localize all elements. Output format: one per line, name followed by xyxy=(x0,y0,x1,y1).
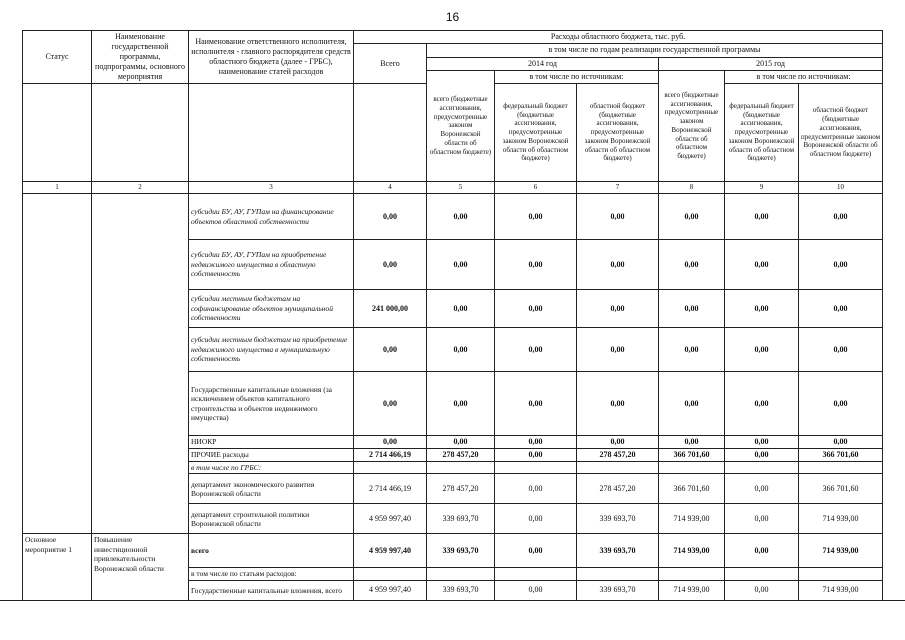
value-cell: 0,00 xyxy=(495,436,577,449)
value-cell: 0,00 xyxy=(354,328,427,372)
row-label: Государственные капитальные вложения (за исключением объектов капитального строительства и объектов недвижимого имущества) xyxy=(189,372,354,436)
value-cell: 0,00 xyxy=(354,240,427,290)
row-label: субсидии местным бюджетам на приобретение недвижимого имущества в муниципальную собственность xyxy=(189,328,354,372)
row-label: ПРОЧИЕ расходы xyxy=(189,449,354,462)
value-cell: 0,00 xyxy=(799,290,883,328)
value-cell: 0,00 xyxy=(799,194,883,240)
value-cell: 0,00 xyxy=(354,194,427,240)
main-event-name: Повышение инвестиционной привлекательности Воронежской области xyxy=(92,534,189,600)
value-cell: 0,00 xyxy=(427,372,495,436)
value-cell xyxy=(495,462,577,474)
row-label: субсидии БУ, АУ, ГУПам на финансирование объектов областной собственности xyxy=(189,194,354,240)
value-cell: 0,00 xyxy=(725,372,799,436)
value-cell: 0,00 xyxy=(725,580,799,600)
value-cell: 366 701,60 xyxy=(659,474,725,504)
page-number: 16 xyxy=(445,10,460,24)
header-expenses-title: Расходы областного бюджета, тыс. руб. xyxy=(354,31,883,44)
row-label: субсидии местным бюджетам на софинансирование объектов муниципальной собственности xyxy=(189,290,354,328)
value-cell: 0,00 xyxy=(495,194,577,240)
value-cell: 714 939,00 xyxy=(659,580,725,600)
value-cell: 2 714 466,19 xyxy=(354,474,427,504)
row-label: субсидии БУ, АУ, ГУПам на приобретение недвижимого имущества в областную собственность xyxy=(189,240,354,290)
value-cell: 339 693,70 xyxy=(577,580,659,600)
row-label: департамент экономического развития Воронежской области xyxy=(189,474,354,504)
header-by-years: в том числе по годам реализации государственной программы xyxy=(427,44,883,58)
value-cell: 278 457,20 xyxy=(577,474,659,504)
value-cell: 2 714 466,19 xyxy=(354,449,427,462)
main-event-capital-label: Государственные капитальные вложения, всего xyxy=(189,580,354,600)
header-executor-name: Наименование ответственного исполнителя, исполнителя - главного распорядителя средств областного бюджета (далее - ГРБС), наименование статей расходов xyxy=(189,31,354,84)
value-cell: 0,00 xyxy=(659,290,725,328)
column-number: 3 xyxy=(189,182,354,194)
value-cell: 0,00 xyxy=(495,504,577,534)
value-cell: 339 693,70 xyxy=(577,534,659,568)
value-cell xyxy=(354,462,427,474)
main-event-total-row xyxy=(23,534,883,568)
header-2014-federal: федеральный бюджет (бюджетные ассигнования, предусмотренные законом Воронежской области об областном бюджете) xyxy=(495,84,577,182)
header-status: Статус xyxy=(23,31,92,84)
column-number: 8 xyxy=(659,182,725,194)
header-total: Всего xyxy=(354,44,427,84)
header-program-name: Наименование государственной программы, подпрограммы, основного мероприятия xyxy=(92,31,189,84)
value-cell xyxy=(427,462,495,474)
value-cell: 714 939,00 xyxy=(799,580,883,600)
value-cell: 0,00 xyxy=(799,372,883,436)
column-number: 7 xyxy=(577,182,659,194)
value-cell: 0,00 xyxy=(427,290,495,328)
column-number-row xyxy=(23,182,883,194)
header-2015-regional: областной бюджет (бюджетные ассигнования, предусмотренные законом Воронежской области об областном бюджете) xyxy=(799,84,883,182)
value-cell: 339 693,70 xyxy=(427,504,495,534)
value-cell: 714 939,00 xyxy=(659,504,725,534)
value-cell: 0,00 xyxy=(354,436,427,449)
value-cell: 0,00 xyxy=(725,436,799,449)
column-number: 1 xyxy=(23,182,92,194)
column-number: 6 xyxy=(495,182,577,194)
value-cell: 278 457,20 xyxy=(427,474,495,504)
column-number: 5 xyxy=(427,182,495,194)
header-2014-regional: областной бюджет (бюджетные ассигнования, предусмотренные законом Воронежской области об областном бюджете) xyxy=(577,84,659,182)
value-cell: 366 701,60 xyxy=(659,449,725,462)
value-cell: 0,00 xyxy=(577,436,659,449)
value-cell: 0,00 xyxy=(799,436,883,449)
value-cell: 0,00 xyxy=(427,436,495,449)
header-year-2014: 2014 год xyxy=(427,57,659,70)
value-cell: 366 701,60 xyxy=(799,474,883,504)
status-empty-cell xyxy=(23,194,92,534)
value-cell: 339 693,70 xyxy=(427,534,495,568)
value-cell: 0,00 xyxy=(799,328,883,372)
value-cell: 0,00 xyxy=(427,194,495,240)
value-cell: 0,00 xyxy=(725,534,799,568)
header-executor-cont xyxy=(189,84,354,182)
value-cell: 0,00 xyxy=(495,372,577,436)
header-program-cont xyxy=(92,84,189,182)
main-event-status: Основное мероприятие 1 xyxy=(23,534,92,600)
value-cell: 0,00 xyxy=(495,290,577,328)
value-cell: 4 959 997,40 xyxy=(354,504,427,534)
header-2014-sources: в том числе по источникам: xyxy=(495,70,659,84)
value-cell: 0,00 xyxy=(577,328,659,372)
value-cell: 0,00 xyxy=(659,372,725,436)
main-event-total-label: всего xyxy=(189,534,354,568)
header-2015-sources: в том числе по источникам: xyxy=(725,70,883,84)
value-cell: 0,00 xyxy=(577,194,659,240)
program-empty-cell xyxy=(92,194,189,534)
header-2015-total: всего (бюджетные ассигнования, предусмотренные законом Воронежской области об областном бюджете) xyxy=(659,70,725,182)
value-cell: 0,00 xyxy=(495,534,577,568)
value-cell: 0,00 xyxy=(659,436,725,449)
value-cell: 0,00 xyxy=(495,449,577,462)
column-number: 4 xyxy=(354,182,427,194)
column-number: 9 xyxy=(725,182,799,194)
value-cell: 0,00 xyxy=(495,240,577,290)
column-number: 2 xyxy=(92,182,189,194)
value-cell: 4 959 997,40 xyxy=(354,534,427,568)
value-cell: 278 457,20 xyxy=(577,449,659,462)
header-status-cont xyxy=(23,84,92,182)
value-cell: 714 939,00 xyxy=(799,504,883,534)
value-cell: 0,00 xyxy=(725,194,799,240)
value-cell: 0,00 xyxy=(495,474,577,504)
value-cell: 0,00 xyxy=(354,372,427,436)
page-cut-line xyxy=(0,600,905,601)
value-cell: 0,00 xyxy=(577,290,659,328)
value-cell: 714 939,00 xyxy=(799,534,883,568)
value-cell: 0,00 xyxy=(725,290,799,328)
header-2014-total: всего (бюджетные ассигнования, предусмотренные законом Воронежской области об областном бюджете) xyxy=(427,70,495,182)
main-event-articles-label: в том числе по статьям расходов: xyxy=(189,568,354,580)
value-cell: 0,00 xyxy=(725,474,799,504)
header-total-cont xyxy=(354,84,427,182)
value-cell: 278 457,20 xyxy=(427,449,495,462)
value-cell: 0,00 xyxy=(725,328,799,372)
value-cell: 0,00 xyxy=(427,240,495,290)
value-cell xyxy=(725,462,799,474)
budget-table xyxy=(22,30,883,601)
value-cell: 0,00 xyxy=(725,504,799,534)
value-cell: 0,00 xyxy=(725,449,799,462)
value-cell: 0,00 xyxy=(725,240,799,290)
value-cell: 0,00 xyxy=(659,194,725,240)
column-number: 10 xyxy=(799,182,883,194)
header-2015-federal: федеральный бюджет (бюджетные ассигнования, предусмотренные законом Воронежской области об областном бюджете) xyxy=(725,84,799,182)
value-cell xyxy=(659,462,725,474)
header-year-2015: 2015 год xyxy=(659,57,883,70)
value-cell xyxy=(799,462,883,474)
value-cell: 339 693,70 xyxy=(427,580,495,600)
value-cell: 0,00 xyxy=(427,328,495,372)
row-label: в том числе по ГРБС: xyxy=(189,462,354,474)
value-cell: 366 701,60 xyxy=(799,449,883,462)
value-cell: 0,00 xyxy=(495,580,577,600)
value-cell: 0,00 xyxy=(495,328,577,372)
value-cell: 0,00 xyxy=(577,240,659,290)
row-label: департамент строительной политики Воронежской области xyxy=(189,504,354,534)
value-cell: 4 959 997,40 xyxy=(354,580,427,600)
table-row xyxy=(23,194,883,240)
value-cell: 241 000,00 xyxy=(354,290,427,328)
value-cell: 339 693,70 xyxy=(577,504,659,534)
value-cell xyxy=(577,462,659,474)
value-cell: 0,00 xyxy=(659,240,725,290)
row-label: НИОКР xyxy=(189,436,354,449)
value-cell: 0,00 xyxy=(577,372,659,436)
value-cell: 0,00 xyxy=(659,328,725,372)
value-cell: 0,00 xyxy=(799,240,883,290)
value-cell: 714 939,00 xyxy=(659,534,725,568)
